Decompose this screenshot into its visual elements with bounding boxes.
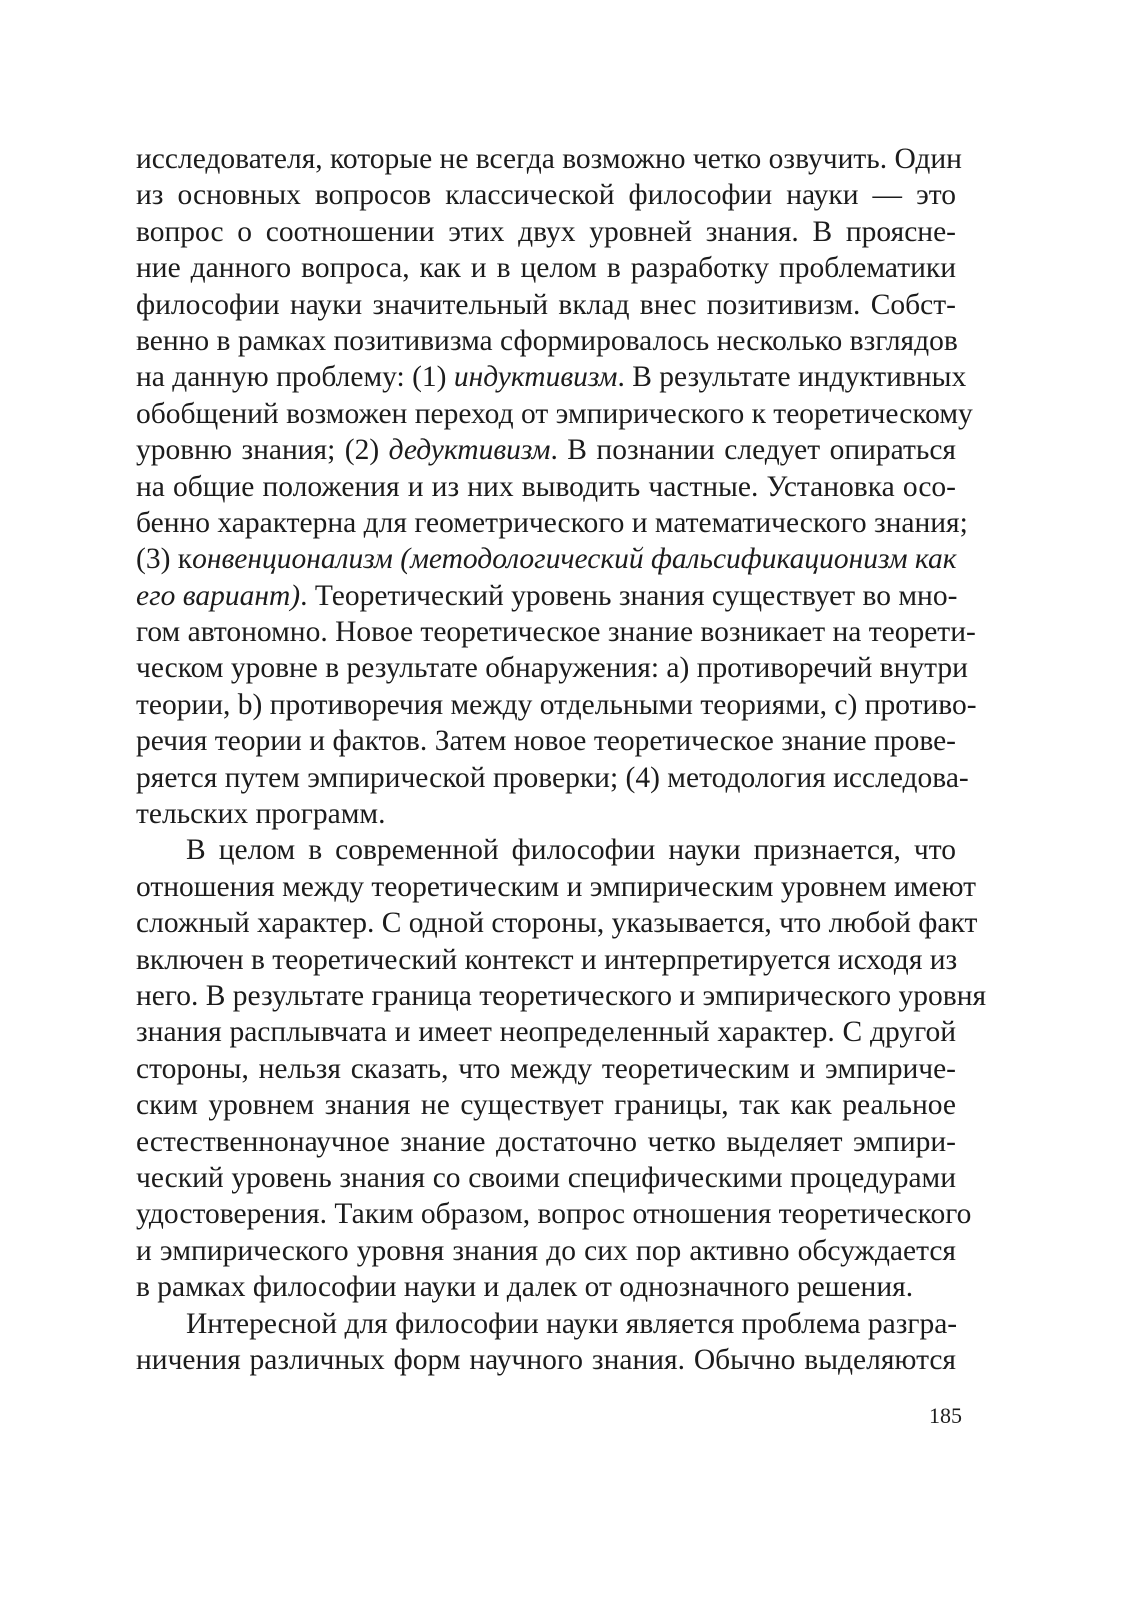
text-line (136, 1269, 956, 1305)
text-run: сложный характер. С одной стороны, указывается, что любой факт (136, 907, 978, 940)
text-line (136, 214, 956, 250)
text-run: ние данного вопроса, как и в целом в разработку проблематики (136, 252, 956, 285)
text-run: исследователя, которые не всегда возможно четко озвучить. Один (136, 143, 962, 175)
text-line (136, 578, 956, 614)
text-run: удостоверения. Таким образом, вопрос отношения теоретического (136, 1198, 972, 1231)
page-body (136, 141, 987, 1378)
text-run: ческом уровне в результате обнаружения: а) противоречий внутри (136, 652, 968, 685)
text-line (136, 1014, 956, 1050)
text-run: отношения между теоретическим и эмпирическим уровнем имеют (136, 870, 977, 903)
text-run: вопрос о соотношении этих двух уровней знания. В проясне- (136, 215, 956, 248)
text-line (136, 359, 967, 395)
text-line (136, 650, 968, 686)
italic-term: дедуктивизм (388, 434, 551, 467)
text-line (136, 505, 968, 541)
italic-term: онвенционализм (методологический фальсификационизм как (192, 543, 957, 576)
text-line (136, 141, 962, 177)
text-run: на общие положения и из них выводить частные. Установка осо- (136, 470, 956, 503)
text-run: (3) к (136, 543, 193, 576)
text-line (136, 614, 976, 650)
text-line (136, 1233, 956, 1269)
text-line (136, 1306, 956, 1342)
text-run: и эмпирического уровня знания до сих пор активно обсуждается (136, 1234, 956, 1267)
text-line (136, 1051, 956, 1087)
text-run: гом автономно. Новое теоретическое знание возникает на теорети- (136, 616, 976, 649)
text-line (136, 832, 956, 868)
italic-term: индуктивизм (453, 361, 618, 394)
text-run: речия теории и фактов. Затем новое теоретическое знание прове- (136, 725, 956, 758)
text-run: . Теоретический уровень знания существует во мно- (300, 579, 958, 612)
text-run: философии науки значительный вклад внес позитивизм. Собст- (136, 288, 956, 321)
text-run: теории, b) противоречия между отдельными теориями, c) противо- (136, 688, 977, 721)
text-run: тельских программ. (136, 798, 386, 831)
text-run: ским уровнем знания не существует границы, так как реальное (136, 1089, 956, 1122)
text-run: . В познании следует опираться (550, 434, 956, 467)
text-run: ряется путем эмпирической проверки; (4) методология исследова- (136, 761, 969, 794)
text-line (136, 1342, 956, 1378)
text-line (136, 1087, 956, 1123)
text-run: Интересной для философии науки является проблема разгра- (186, 1307, 958, 1340)
italic-term: его вариант) (136, 579, 301, 612)
text-line (136, 723, 956, 759)
text-run: на данную проблему: (1) (136, 361, 454, 394)
page-number: 185 (929, 1403, 962, 1428)
text-line (136, 1196, 972, 1232)
text-run: ничения различных форм научного знания. Обычно выделяются (136, 1343, 956, 1376)
text-run: В целом в современной философии науки признается, что (186, 834, 956, 867)
text-line (136, 760, 969, 796)
text-line (136, 250, 956, 286)
text-line (136, 323, 956, 359)
text-run: знания расплывчата и имеет неопределенный характер. С другой (136, 1016, 956, 1049)
text-run: включен в теоретический контекст и интерпретируется исходя из (136, 943, 958, 976)
text-run: обобщений возможен переход от эмпирического к теоретическому (136, 397, 973, 430)
text-line (136, 978, 987, 1014)
text-run: ческий уровень знания со своими специфическими процедурами (136, 1161, 956, 1194)
text-line (136, 905, 978, 941)
text-line (136, 1124, 956, 1160)
text-run: в рамках философии науки и далек от однозначного решения. (136, 1271, 914, 1304)
paragraph (136, 832, 987, 1305)
text-run: . В результате индуктивных (617, 361, 967, 394)
text-line (136, 469, 956, 505)
text-run: естественнонаучное знание достаточно четко выделяет эмпири- (136, 1125, 956, 1158)
text-run: из основных вопросов классической философии науки — это (136, 179, 956, 212)
text-line (136, 177, 956, 213)
paragraph (136, 141, 977, 832)
paragraph (136, 1306, 956, 1379)
text-run: венно в рамках позитивизма сформировалось несколько взглядов (136, 324, 958, 357)
text-line (136, 432, 956, 468)
text-run: него. В результате граница теоретического и эмпирического уровня (136, 979, 987, 1012)
text-line (136, 796, 956, 832)
text-line (136, 396, 973, 432)
text-run: уровню знания; (2) (136, 434, 389, 467)
text-line (136, 1160, 956, 1196)
text-run: бенно характерна для геометрического и математического знания; (136, 506, 968, 539)
text-line (136, 287, 956, 323)
text-line (136, 687, 977, 723)
text-line (136, 942, 956, 978)
text-line (136, 541, 956, 577)
text-line (136, 869, 977, 905)
text-run: стороны, нельзя сказать, что между теоретическим и эмпириче- (136, 1052, 956, 1085)
